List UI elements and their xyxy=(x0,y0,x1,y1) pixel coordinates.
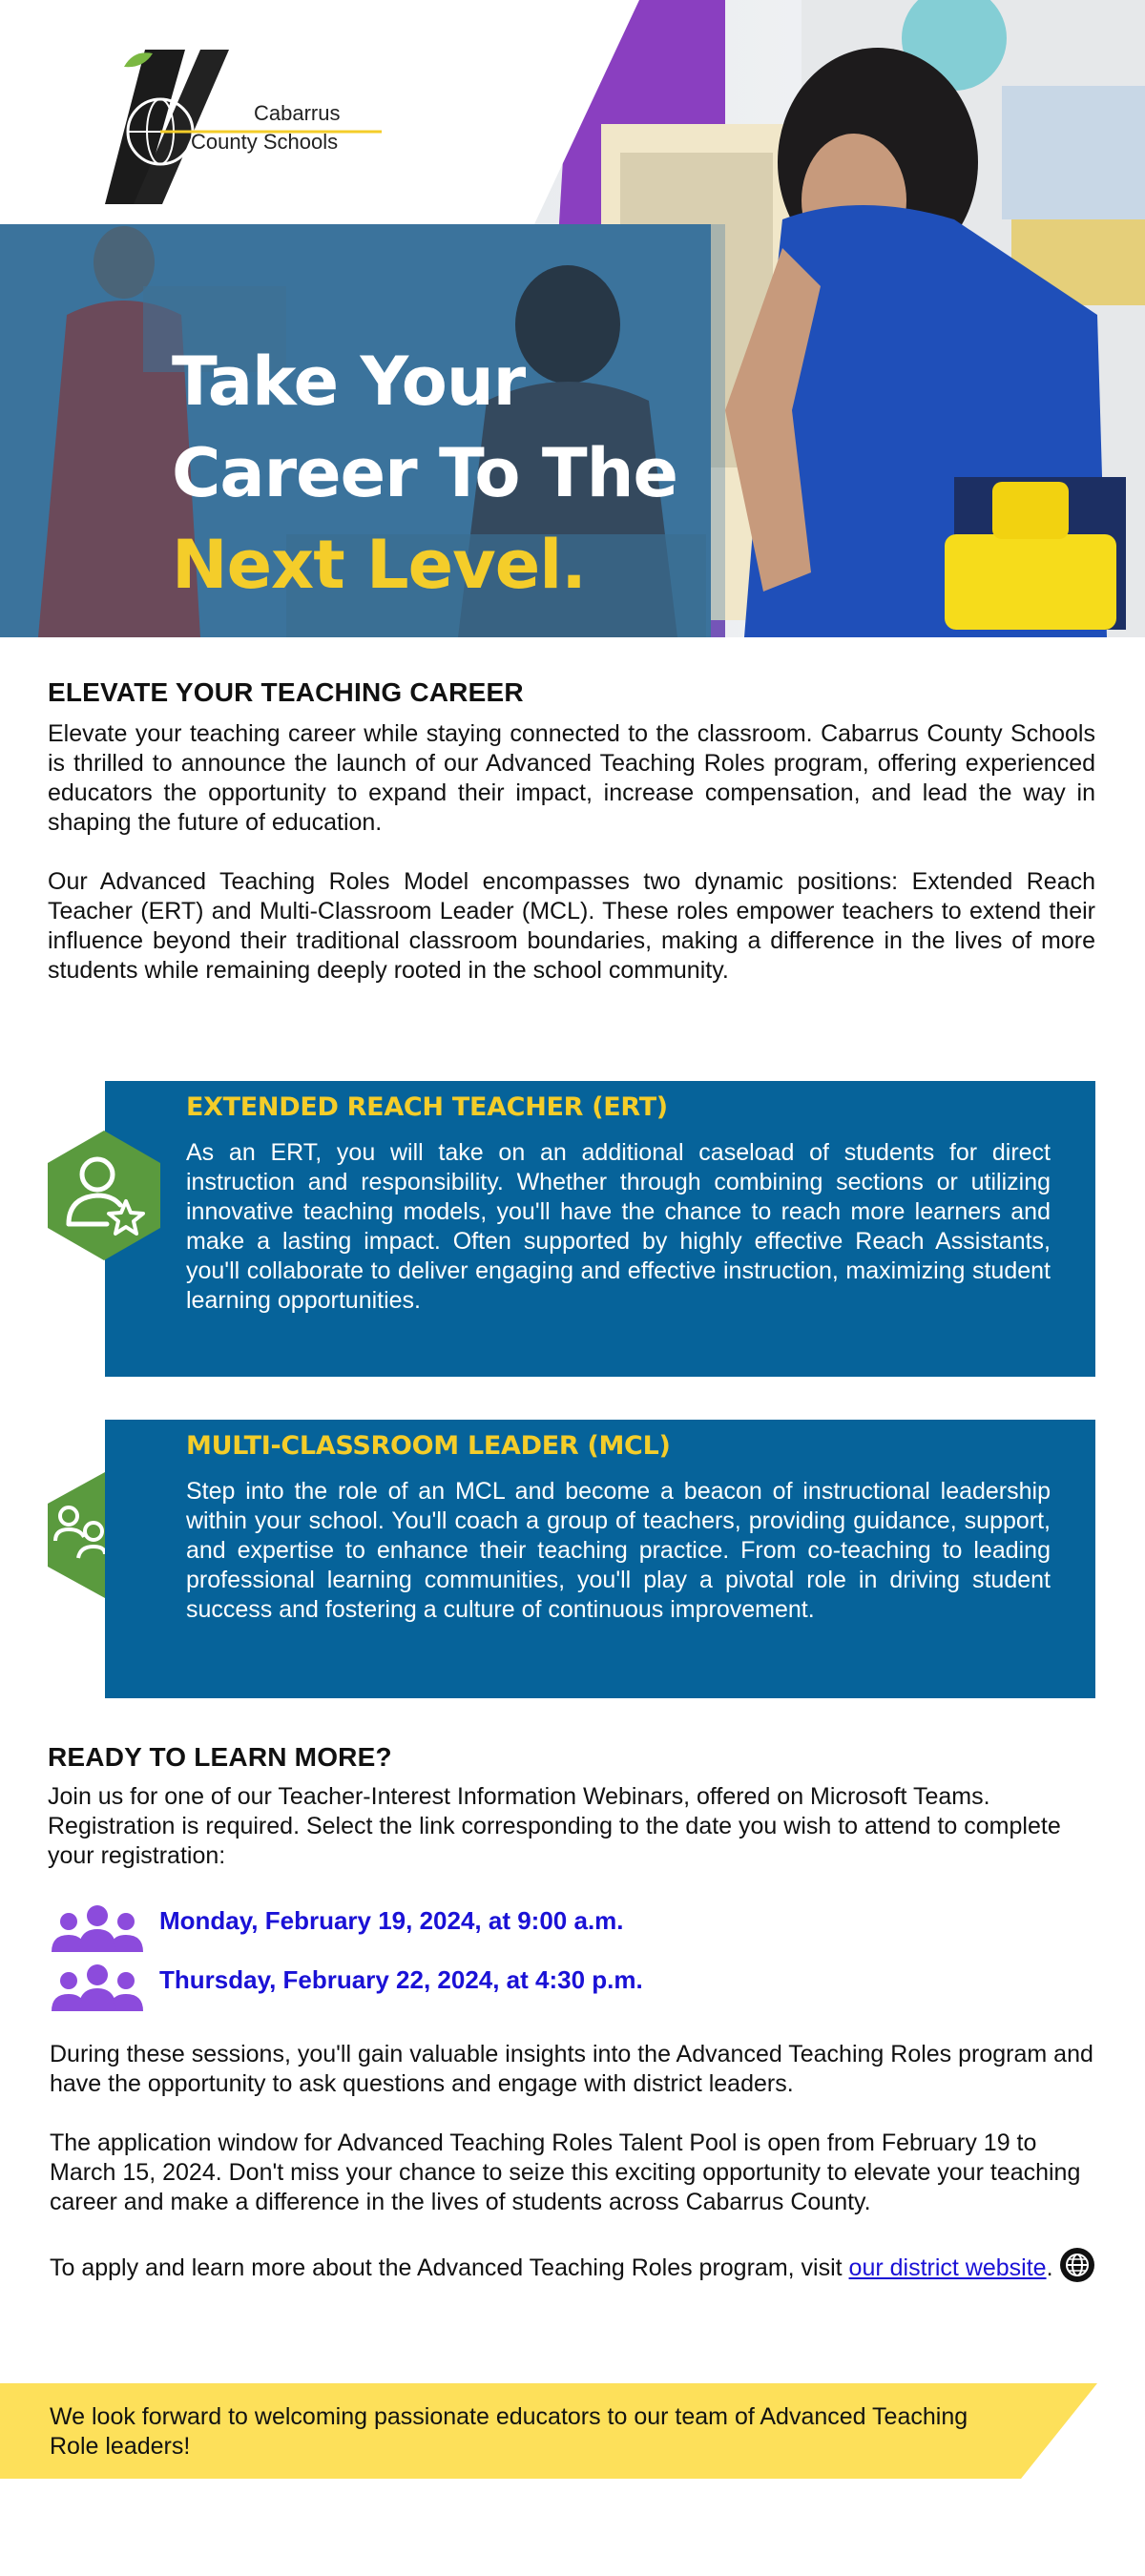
webinar-link-feb-22[interactable]: Thursday, February 22, 2024, at 4:30 p.m. xyxy=(159,1965,643,1994)
intro-heading: ELEVATE YOUR TEACHING CAREER xyxy=(48,677,524,707)
people-group-icon xyxy=(50,1904,145,1956)
district-logo xyxy=(105,46,382,208)
hero-line1: Take Your xyxy=(172,343,526,421)
mcl-title: MULTI-CLASSROOM LEADER (MCL) xyxy=(186,1431,671,1461)
intro-section xyxy=(48,677,1095,986)
program-details xyxy=(50,2040,1097,2283)
teacher-star-icon xyxy=(46,1129,162,1262)
ert-title: EXTENDED REACH TEACHER (ERT) xyxy=(186,1092,668,1122)
logo-wordmark xyxy=(191,99,340,156)
learn-more-heading: READY TO LEARN MORE? xyxy=(48,1742,392,1772)
closing-message: We look forward to welcoming passionate educators to our team of Advanced Teaching Role leaders! xyxy=(50,2403,968,2460)
mcl-description: Step into the role of an MCL and become a beacon of instructional leadership within your school. You'll coach a group of teachers, providing guidance, support, and expertise to enhance their teaching practice. From co-teaching to leading professional learning communities, you'll play a pivotal role in driving student success and fostering a culture of continuous improvement. xyxy=(186,1478,1051,1623)
ert-description: As an ERT, you will take on an additional caseload of students for direct instruction and responsibility. Whether through combining sections or utilizing innovative teaching models, you'll have the chance to reach more learners and make a lasting impact. Often supported by highly effective Reach Assistants, you'll collaborate to deliver engaging and effective instruction, maximizing student learning opportunities. xyxy=(186,1139,1051,1314)
learn-more-section xyxy=(48,1742,1097,1871)
hero-banner xyxy=(0,0,1145,637)
district-website-link[interactable]: our district website xyxy=(848,2254,1047,2281)
hero-line2: Career To The xyxy=(172,434,677,512)
sessions-paragraph: During these sessions, you'll gain valuable insights into the Advanced Teaching Roles program and have the opportunity to ask questions and engage with district leaders. xyxy=(50,2041,1093,2097)
webinar-link-feb-19[interactable]: Monday, February 19, 2024, at 9:00 a.m. xyxy=(159,1906,624,1935)
apply-text: To apply and learn more about the Advanced Teaching Roles program, visit xyxy=(50,2254,849,2281)
group-leader-icon xyxy=(46,1472,105,1598)
apply-end: . xyxy=(1046,2254,1053,2281)
logo-line2: County Schools xyxy=(191,130,339,154)
ert-card xyxy=(105,1081,1095,1377)
application-window-paragraph: The application window for Advanced Teaching Roles Talent Pool is open from February 19 to March 15, 2024. Don't miss your chance to seize this exciting opportunity to elevate your teaching career and make a difference in the lives of students across Cabarrus County. xyxy=(50,2129,1081,2215)
apply-paragraph xyxy=(50,2247,1097,2283)
globe-icon[interactable] xyxy=(1059,2247,1095,2283)
learn-more-intro: Join us for one of our Teacher-Interest Information Webinars, offered on Microsoft Teams. Registration is required. Select the link corresponding to the date you wish to attend to complete your registration: xyxy=(48,1783,1061,1869)
intro-paragraph-2: Our Advanced Teaching Roles Model encompasses two dynamic positions: Extended Reach Teacher (ERT) and Multi-Classroom Leader (MCL). These roles empower teachers to extend their influence beyond their traditional classroom boundaries, making a difference in the lives of more students while remaining deeply rooted in the school community. xyxy=(48,868,1095,984)
people-group-icon xyxy=(50,1963,145,2015)
mcl-card xyxy=(105,1420,1095,1698)
hero-line3: Next Level. xyxy=(172,526,586,604)
intro-paragraph-1: Elevate your teaching career while staying connected to the classroom. Cabarrus County Schools is thrilled to announce the launch of our Advanced Teaching Roles program, offering experienced educators the opportunity to expand their impact, increase compensation, and lead the way in shaping the future of education. xyxy=(48,720,1095,836)
hero-headline xyxy=(172,336,706,611)
logo-line1: Cabarrus xyxy=(254,101,341,125)
